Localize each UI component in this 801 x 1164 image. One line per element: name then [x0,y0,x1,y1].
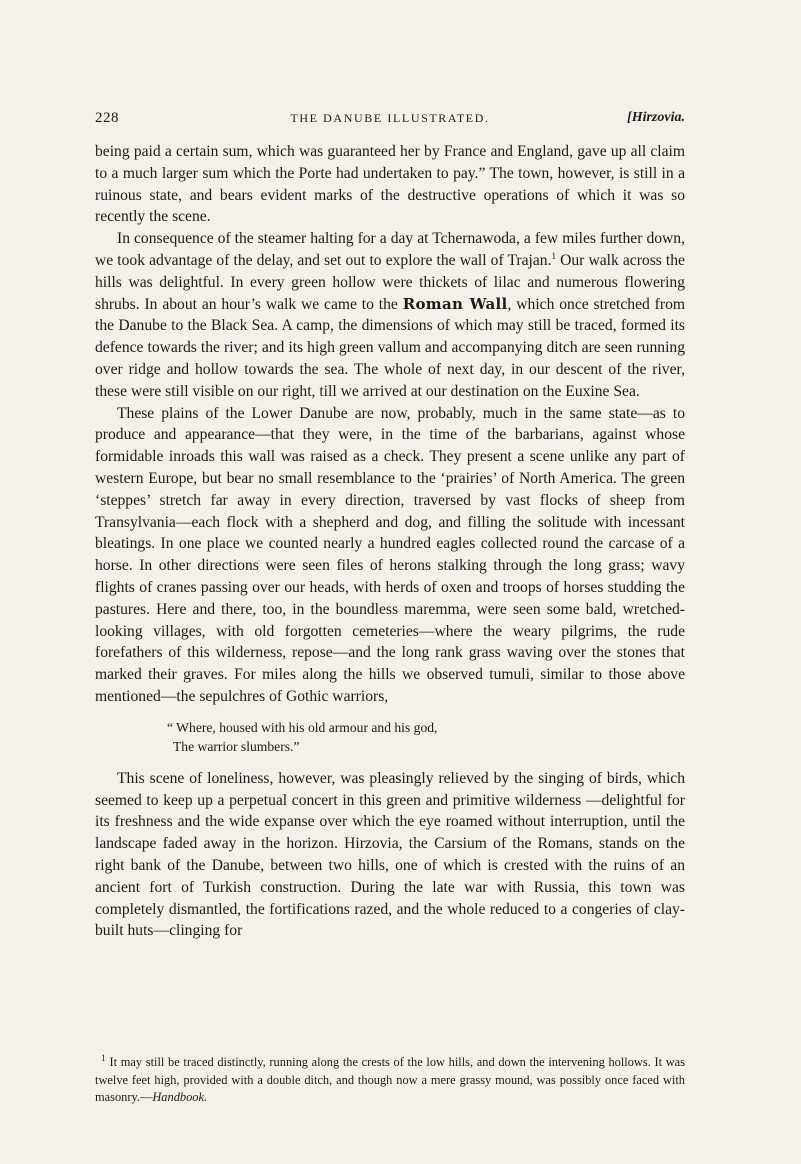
footnote [95,1054,685,1107]
paragraph-2-part-a: In consequence of the steamer halting for a day at Tchernawoda, a few miles further down, we took advantage of the delay, and set out to explore the wall of Trajan. [95,230,685,269]
footnote-reference: 1 [551,250,556,261]
running-title: THE DANUBE ILLUSTRATED. [290,111,490,125]
page-number: 228 [95,110,119,126]
paragraph-4: This scene of loneliness, however, was pleasingly relieved by the singing of birds, which seemed to keep up a perpetual concert in this green and primitive wilderness —delightful for its freshness and the wide expanse over which the eye roamed without interruption, until the landscape faded away in the horizon. Hirzovia, the Carsium of the Romans, stands on the right bank of the Danube, between two hills, one of which is crested with the ruins of an ancient fort of Turkish construction. During the late war with Russia, this town was completely dismantled, the fortifications razed, and the whole reduced to a congeries of clay-built huts—clinging for [95,769,685,940]
roman-wall-blackletter: Roman Wall [402,294,508,313]
side-title: [Hirzovia. [627,110,685,125]
paragraph-1: being paid a certain sum, which was guaranteed her by France and England, gave up all claim to a much larger sum which the Porte had undertaken to pay.” The town, however, is still in a ruinous state, and bears evident marks of the destructive operations of which it was so recently the scene. [95,143,685,226]
page-header [95,110,685,132]
footnote-text: It may still be traced distinctly, running along the crests of the low hills, and down the intervening hollows. It was twelve feet high, provided with a double ditch, and though now a mere grassy mound, was possibly once faced with masonry.— [95,1055,685,1105]
paragraph-3: These plains of the Lower Danube are now, probably, much in the same state—as to produce and appearance—that they were, in the time of the barbarians, against whose formidable inroads this wall was raised as a check. They present a scene unlike any part of western Europe, but bear no small resemblance to the ‘prairies’ of North America. The green ‘steppes’ stretch far away in every direction, traversed by vast flocks of sheep from Transylvania—each flock with a shepherd and dog, and filling the solitude with incessant bleatings. In one place we counted nearly a hundred eagles collected round the carcase of a horse. In other directions were seen files of herons stalking through the long grass; wavy flights of cranes passing over our heads, with herds of oxen and troops of horses studding the pastures. Here and there, too, in the boundless maremma, were seen some bald, wretched-looking villages, with old forgotten cemeteries—where the weary pilgrims, the rude forefathers of this wilderness, repose—and the long rank grass waving over the stones that marked their graves. For miles along the hills we observed tumuli, similar to those above mentioned—the sepulchres of Gothic warriors, [95,404,685,705]
verse-quote [167,718,685,756]
paragraph-2-part-c: , which once stretched from the Danube to the Black Sea. A camp, the dimensions of which may still be traced, formed its defence towards the river; and its high green vallum and accompanying ditch are seen running over ridge and hollow towards the sea. The whole of next day, in our descent of the river, these were still visible on our right, till we arrived at our destination on the Euxine Sea. [95,295,685,400]
paragraph-2 [95,228,685,402]
body-text [95,141,685,942]
paragraph-2-part-b: Our walk across the hills was delightful. In every green hollow were thickets of lilac and numerous flowering shrubs. In about an hour’s walk we came to the [95,251,685,313]
footnote-mark: 1 [101,1052,106,1063]
footnote-source: Handbook. [152,1090,208,1105]
verse-line-2: The warrior slumbers.” [173,738,300,754]
verse-line-1: “ Where, housed with his old armour and his god, [167,719,438,735]
